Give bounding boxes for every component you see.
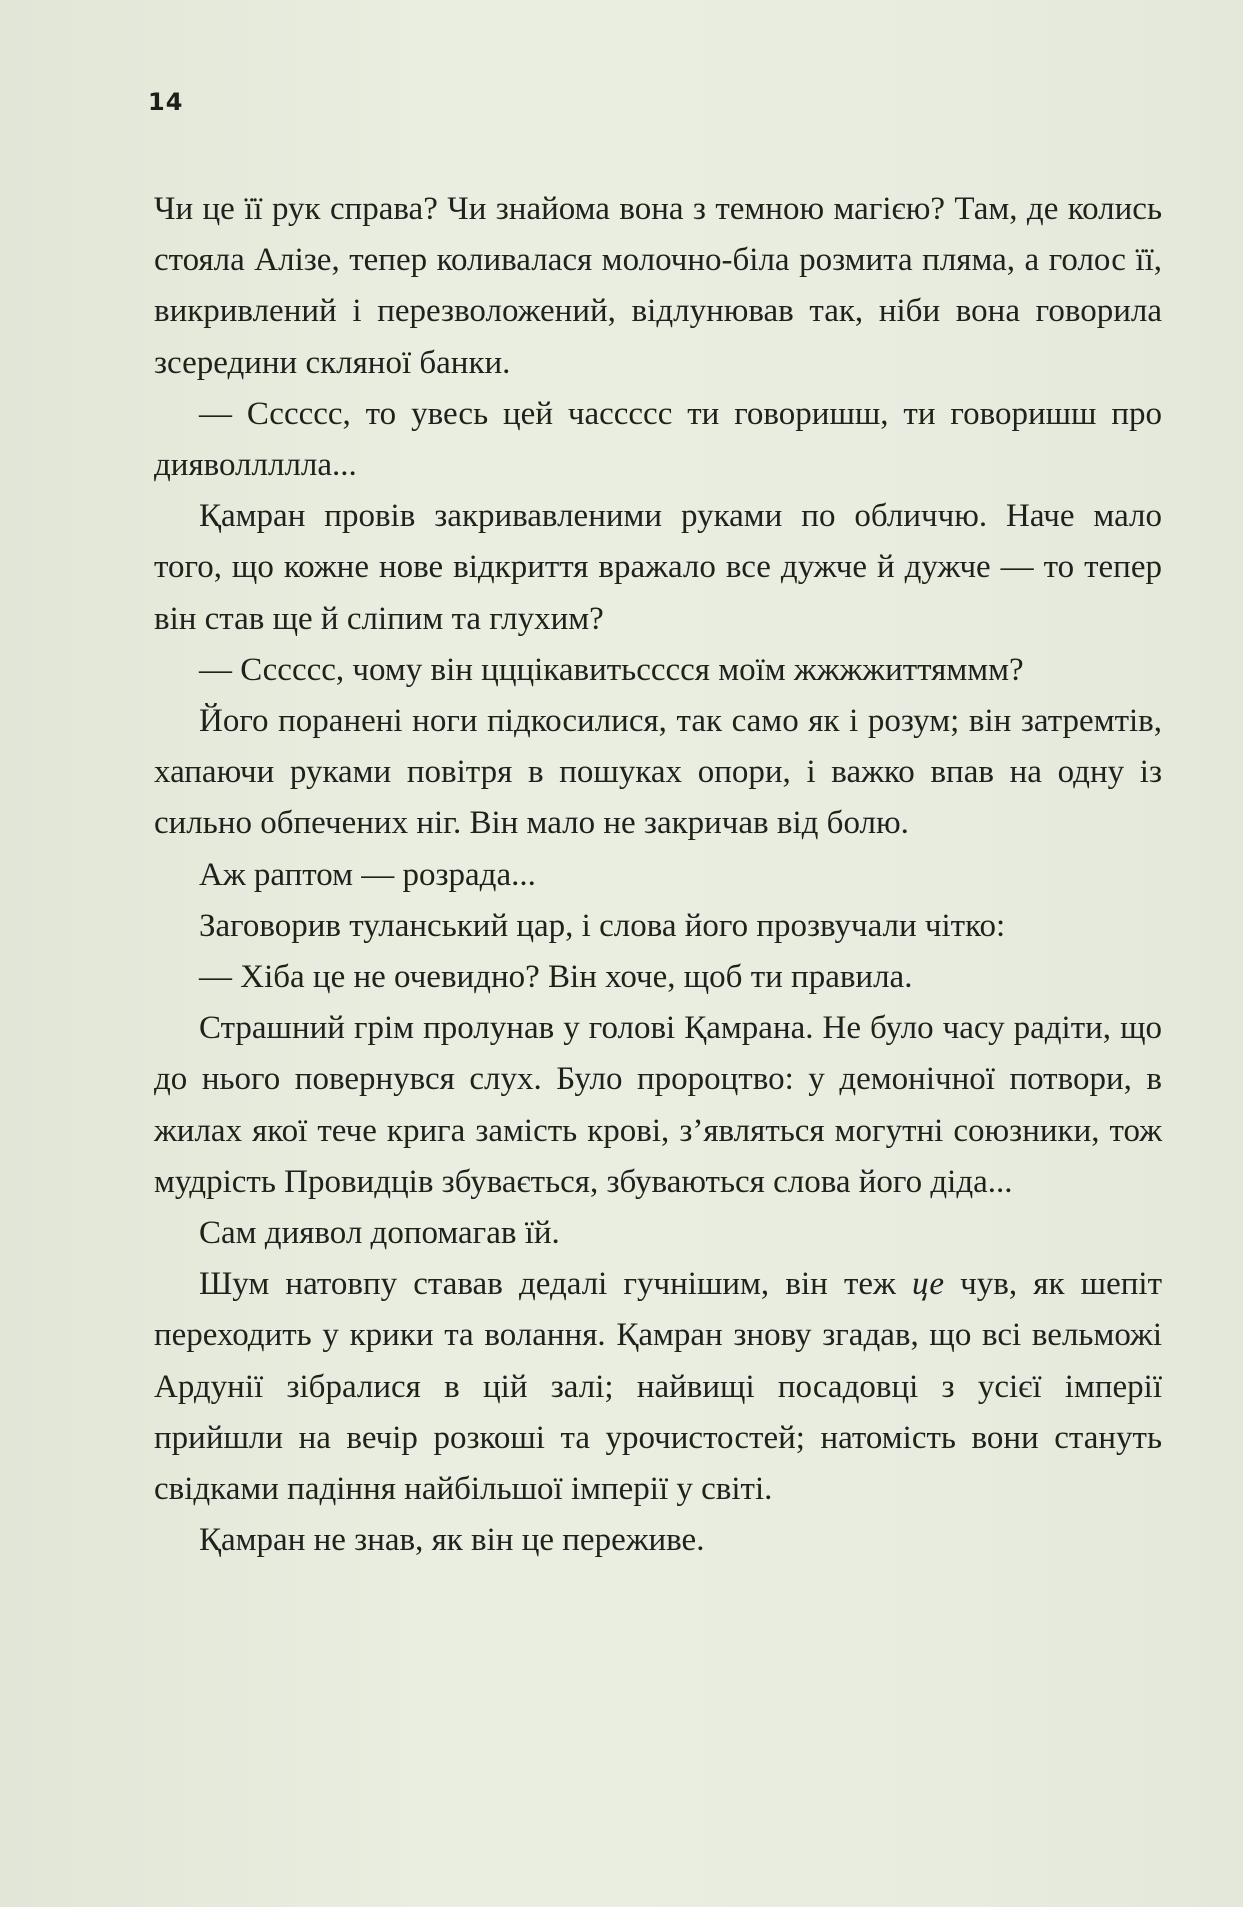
paragraph: Қамран провів закривавленими руками по обличчю. Наче мало того, що кожне нове відкриття вражало все дужче й дужче — то тепер він став ще й сліпим та глухим? [154, 498, 1162, 637]
paragraph: — Хіба це не очевидно? Він хоче, щоб ти правила. [199, 959, 913, 996]
page-number: 14 [148, 88, 184, 116]
paragraph: Қамран не знав, як він це переживе. [199, 1522, 705, 1559]
paragraph: Чи це її рук справа? Чи знайома вона з темною магією? Там, де колись стояла Алізе, тепер коливалася молочно-біла розмита пляма, а голос її, викривлений і перезволожений, відлунював так, ніби вона говорила зсередини скляної банки. [154, 191, 1162, 381]
paragraph: — Сссссс, то увесь цей чассссс ти говоришш, ти говоришш про дияволлллла... [154, 395, 1162, 484]
paragraph: Заговорив туланський цар, і слова його прозвучали чітко: [199, 907, 1006, 944]
paragraph: — Сссссс, чому він цццікавитьсссся моїм жжжжиттяммм? [199, 651, 1024, 688]
paragraph-text: Шум натовпу ставав дедалі гучнішим, він теж [199, 1266, 913, 1303]
paragraph-text: чув, як шепіт переходить у крики та волання. Қамран знову згадав, що всі вельможі Ардунії зібралися в цій залі; найвищі посадовці з усієї імперії прийшли на вечір розкоші та урочистостей; натомість вони стануть свідками падіння найбільшої імперії у світі. [154, 1266, 1162, 1508]
paragraph: Аж раптом — розрада... [199, 856, 536, 893]
paragraph: Страшний грім пролунав у голові Қамрана. Не було часу радіти, що до нього повернувся слух. Було пророцтво: у демонічної потвори, в жилах якої тече крига замість крові, з’являться могутні союзники, тож мудрість Провидців збувається, збуваються слова його діда... [154, 1010, 1162, 1200]
paragraph [154, 1259, 1162, 1515]
paragraph: Сам диявол допомагав їй. [199, 1215, 560, 1252]
paragraph: Його поранені ноги підкосилися, так само як і розум; він затремтів, хапаючи руками повітря в пошуках опори, і важко впав на одну із сильно обпечених ніг. Він мало не закричав від болю. [154, 703, 1162, 842]
italic-emphasis: це [912, 1266, 944, 1303]
text-block [154, 184, 1162, 1566]
